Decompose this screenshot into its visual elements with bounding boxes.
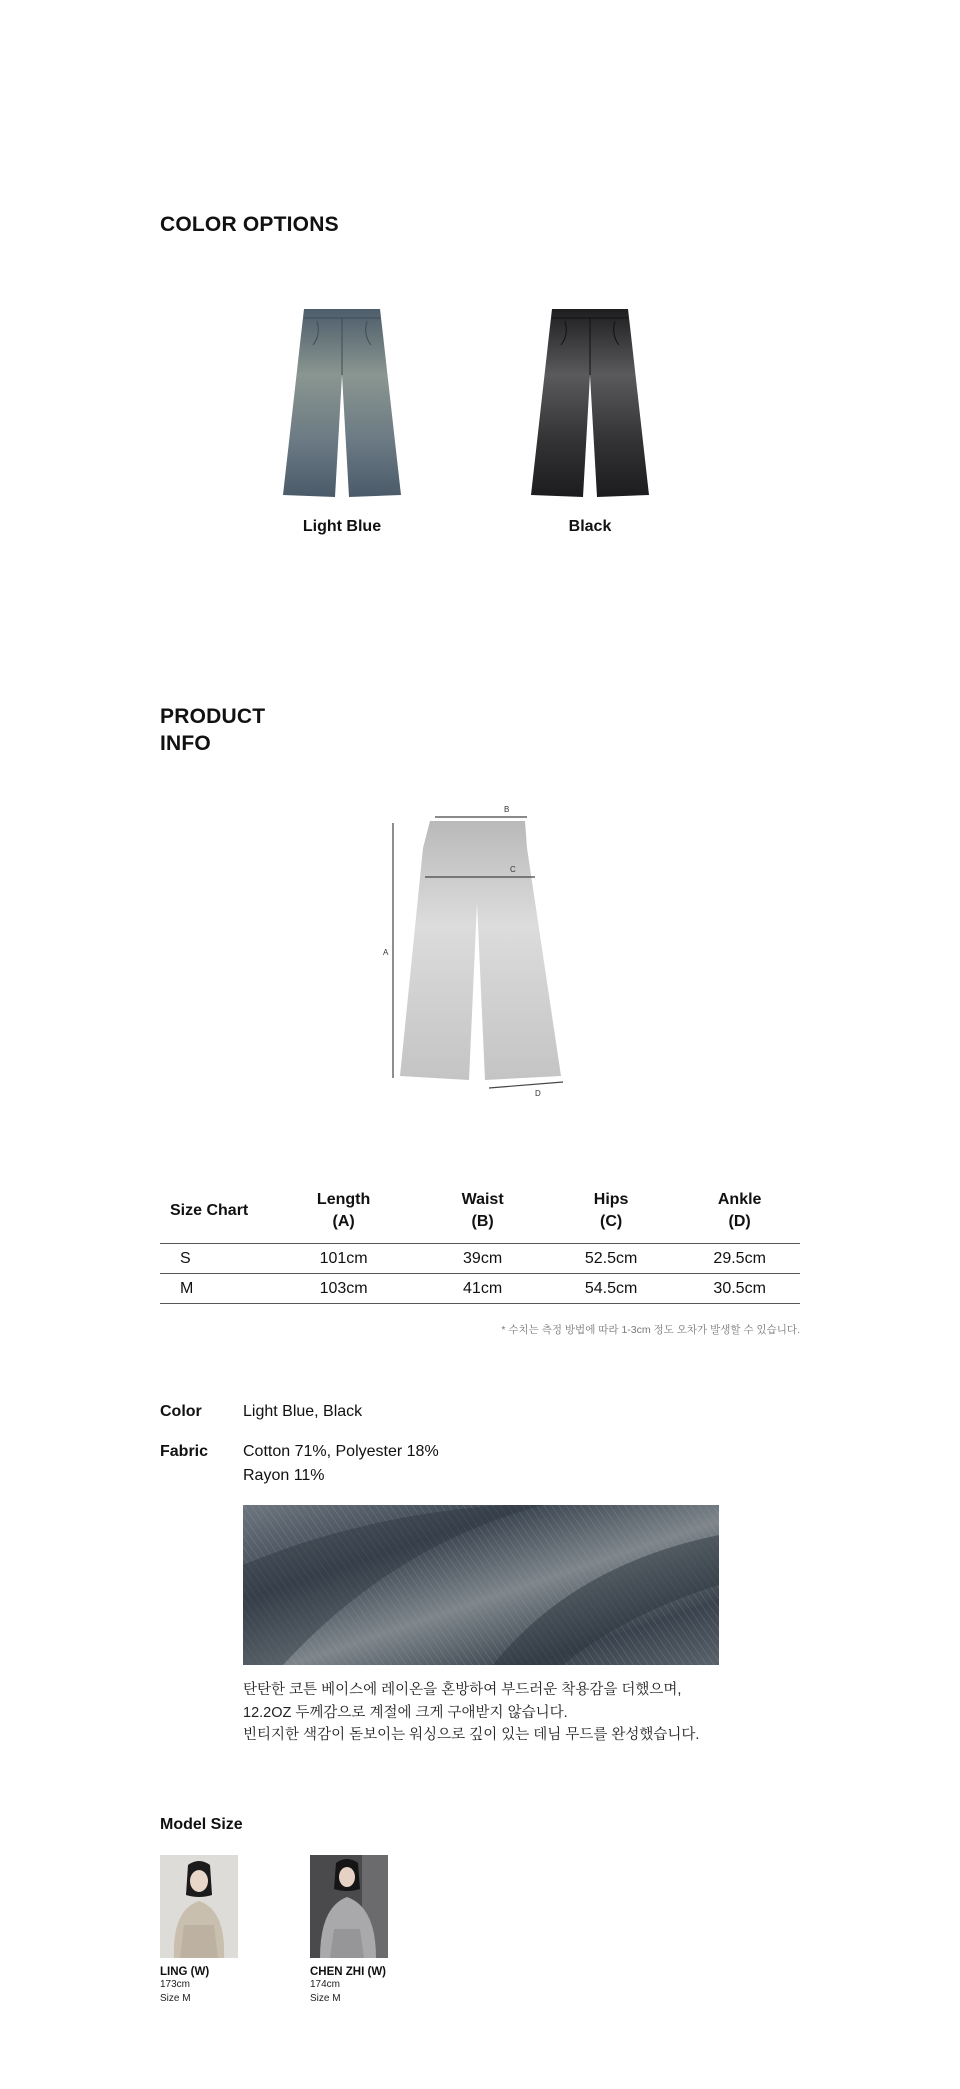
color-value: Light Blue, Black [243,1403,363,1420]
description-line: 탄탄한 코튼 베이스에 레이온을 혼방하여 부드러운 착용감을 더했으며, [243,1682,682,1698]
size-chart-header-row [160,1183,800,1244]
model-photo [310,1855,388,1958]
model-card [310,1855,430,2006]
label-b: B [504,805,510,814]
hips-header: Hips (C) [593,1191,629,1230]
jeans-silhouette [400,821,561,1080]
model-name: LING (W) [160,1966,210,1978]
length-header: Length (A) [316,1191,371,1230]
table-row [160,1244,800,1274]
product-description [243,1679,699,1747]
color-options-title: COLOR OPTIONS [160,213,339,236]
model-height: 173cm [160,1979,191,1990]
color-option-label: Light Blue [302,518,382,535]
size-chart-table [160,1183,800,1304]
fabric-line: Cotton 71%, Polyester 18% [243,1443,439,1460]
black-jeans-image [525,305,655,500]
description-line: 빈티지한 색감이 돋보이는 워싱으로 깊이 있는 데님 무드를 완성했습니다. [243,1727,700,1743]
size-cell: S [180,1249,191,1267]
color-option-label: Black [568,518,612,535]
length-cell: 101cm [319,1249,368,1267]
table-row [160,1274,800,1304]
color-option-light-blue[interactable] [262,305,422,536]
light-blue-jeans-image [277,305,407,500]
fabric-label: Fabric [160,1443,209,1460]
model-name: CHEN ZHI (W) [310,1966,387,1978]
fabric-texture-image [243,1505,719,1665]
ankle-cell: 30.5cm [713,1279,766,1297]
waist-cell: 41cm [463,1279,503,1297]
size-cell: M [180,1279,194,1297]
waist-cell: 39cm [463,1249,503,1267]
length-cell: 103cm [319,1279,368,1297]
model-card [160,1855,280,2006]
model-size: Size M [310,1993,341,2004]
fabric-value [243,1440,439,1488]
hips-cell: 52.5cm [584,1249,638,1267]
product-info-title-line1: PRODUCT [160,705,266,728]
color-option-black[interactable] [510,305,670,536]
fabric-line: Rayon 11% [243,1467,325,1484]
ankle-header: Ankle (D) [717,1191,762,1230]
measurement-diagram [375,803,575,1103]
model-size-title: Model Size [160,1816,243,1833]
waist-header: Waist (B) [461,1191,504,1230]
ankle-cell: 29.5cm [713,1249,766,1267]
description-line: 12.2OZ 두께감으로 계절에 크게 구애받지 않습니다. [243,1704,568,1721]
measurement-note: * 수치는 측정 방법에 따라 1-3cm 정도 오차가 발생할 수 있습니다. [501,1324,800,1336]
label-d: D [535,1089,541,1098]
product-info-title [160,703,265,757]
color-label: Color [160,1403,202,1420]
label-a: A [383,948,389,957]
model-size: Size M [160,1993,191,2004]
hips-cell: 54.5cm [584,1279,638,1297]
size-chart-header: Size Chart [170,1202,249,1219]
model-height: 174cm [310,1979,341,1990]
ankle-line [489,1082,563,1088]
product-info-title-line2: INFO [160,732,211,755]
label-c: C [510,865,516,874]
model-photo [160,1855,238,1958]
